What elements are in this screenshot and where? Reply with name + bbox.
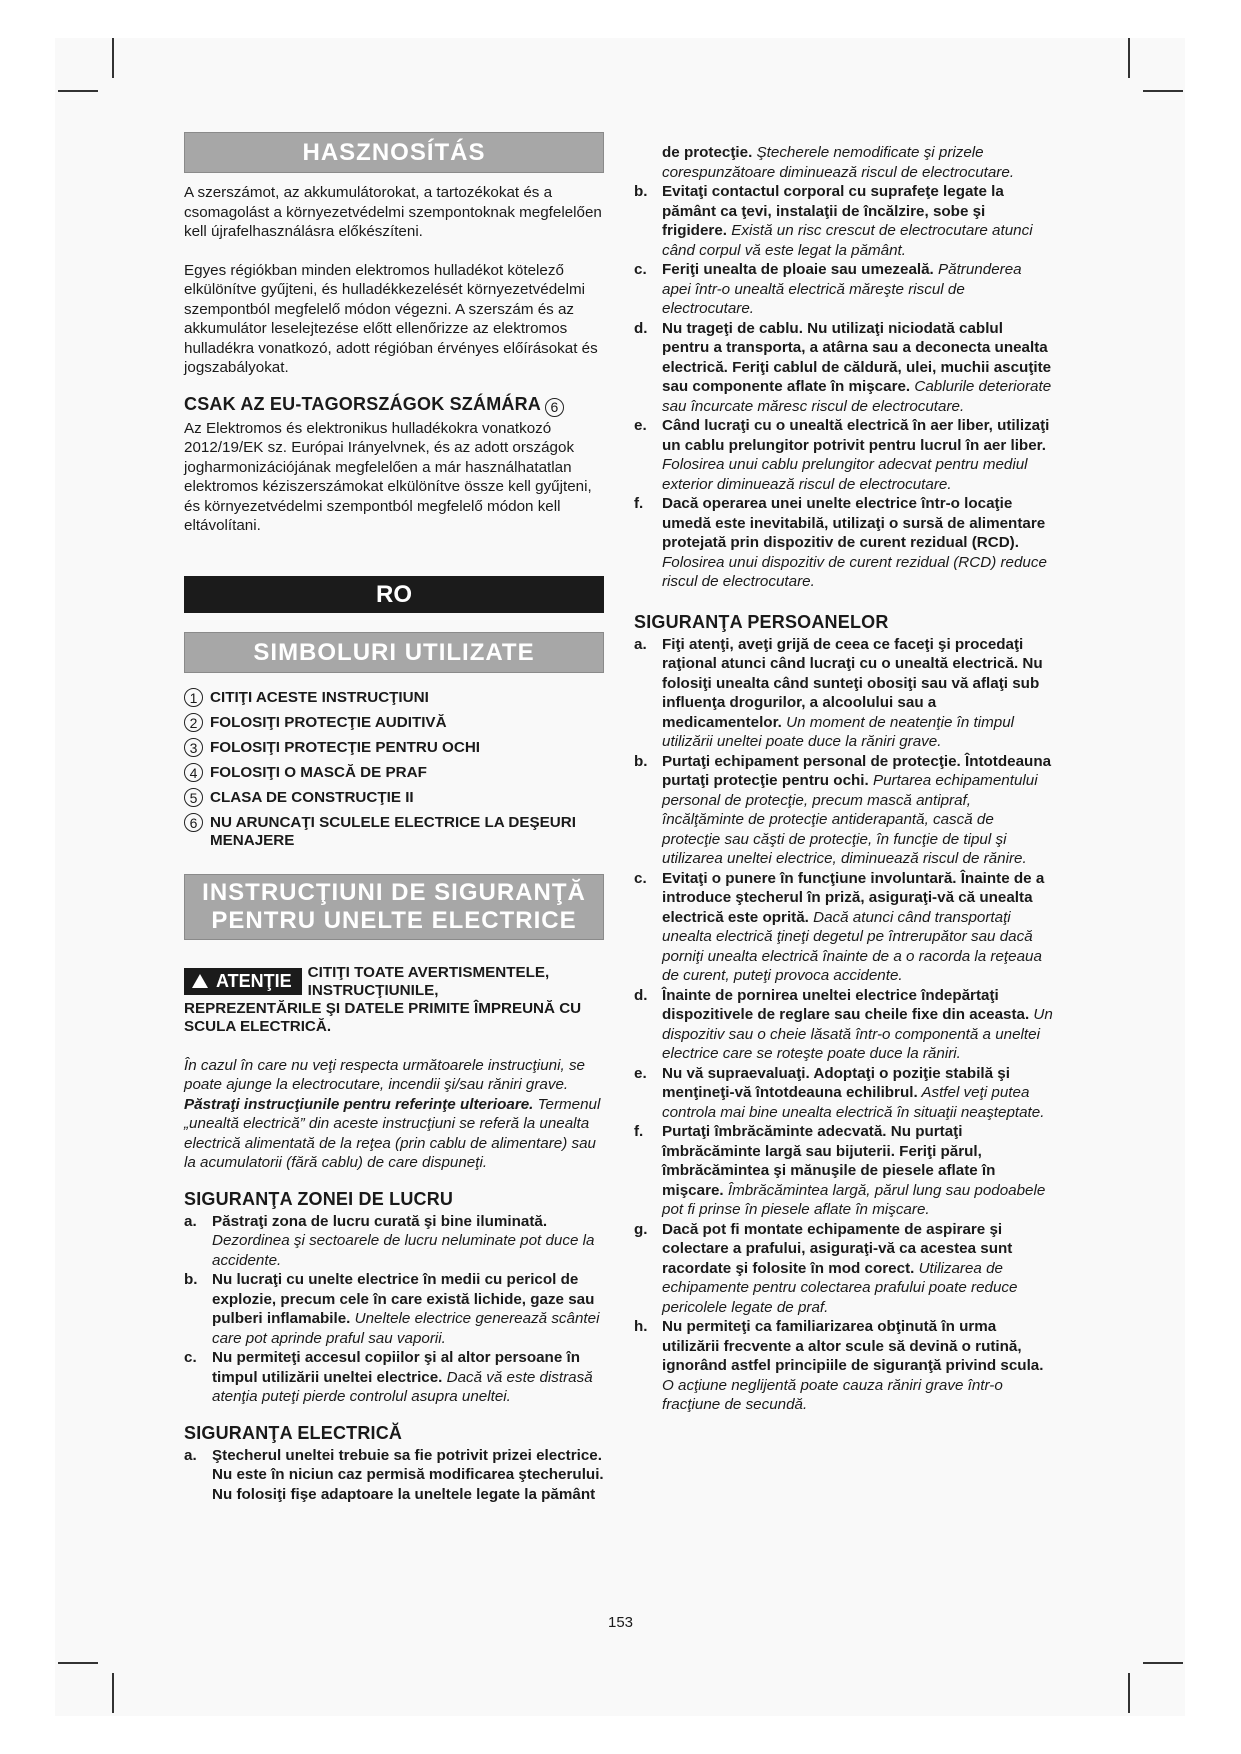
crop-mark-bl-v (112, 1673, 114, 1713)
symbol-item (184, 789, 604, 807)
work-area-heading: SIGURANŢA ZONEI DE LUCRU (184, 1188, 454, 1209)
symbol-number: 4 (184, 763, 203, 782)
crop-mark-bl-h (58, 1662, 98, 1664)
list-item: c. Nu permiteţi accesul copiilor şi al altor persoane în timpul utilizării uneltei electrice. Dacă vă este distrasă atenţia puteţi pierde controlul asupra uneltei. (184, 1349, 593, 1405)
list-item: a. Fiţi atenţi, aveţi grijă de ceea ce faceţi şi procedaţi raţional atunci când lucraţi cu o unealtă electrică. Nu folosiţi unealta când sunteţi obosiţi sau vă aflaţi sub influenţa drogurilor, a alcoolului sau a medicamentelor. Un moment de neatenţie în timpul utilizării uneltei poate duce la răniri grave. (634, 635, 1043, 750)
crop-mark-tl-v (112, 38, 114, 78)
symbol-text: FOLOSIŢI PROTECŢIE AUDITIVĂ (210, 713, 447, 731)
warning-text-2: REPREZENTĂRILE ŞI DATELE PRIMITE ÎMPREUNĂ CU SCULA ELECTRICĂ. (184, 999, 582, 1035)
list-item: a. Ştecherul uneltei trebuie sa fie potrivit prizei electrice. Nu este în niciun caz permisă modificarea ştecherului. Nu folosiţi fişe adaptoare la uneltele legate la pământ (184, 1446, 604, 1503)
list-item: a. Păstraţi zona de lucru curată şi bine iluminată. Dezordinea şi sectoarele de lucru neluminate pot duce la accidente. (184, 1212, 595, 1269)
list-item: f. Purtaţi îmbrăcăminte adecvată. Nu purtaţi îmbrăcăminte largă sau bijuterii. Feriţi părul, îmbrăcămintea şi mănuşile de piesele aflate în mişcare. Îmbrăcămintea largă, părul lung sau podoabele pot fi prinse în piesele aflate în mişcare. (634, 1123, 1046, 1218)
list-item-continued: de protecţie. Ştecherele nemodificate şi prizele corespunzătoare diminuează riscul de electrocutare. (662, 144, 1015, 181)
warning-badge: ATENŢIE (184, 968, 302, 995)
crop-mark-br-v (1128, 1673, 1130, 1713)
language-banner: RO (184, 576, 604, 613)
eu-paragraph: Az Elektromos és elektronikus hulladékokra vonatkozó 2012/19/EK sz. Európai Irányelvnek, és az adott országok jogharmonizációjának megfelelően a már használhatatlan elektromos kéziszerszámokat elkülönítve össze kell gyűjteni, és környezetvédelmi szempontból megfelelő módon kell eltávolítani. (184, 419, 592, 534)
page-number: 153 (607, 1614, 634, 1631)
symbol-number: 5 (184, 788, 203, 807)
crop-mark-br-h (1143, 1662, 1183, 1664)
left-column (184, 132, 604, 1504)
safety-banner (184, 874, 604, 940)
weee-symbol-number: 6 (545, 398, 564, 417)
warning-triangle-icon (192, 974, 208, 988)
list-item: h. Nu permiteţi ca familiarizarea obţinută în urma utilizării frecvente a altor scule să devină o rutină, ignorând astfel principiile de siguranţă privind scula. O acţiune neglijentă poate cauza răniri grave într-o fracţiune de secundă. (634, 1318, 1044, 1413)
warning-block (184, 964, 604, 1000)
symbols-list (184, 689, 604, 850)
recycling-banner: HASZNOSÍTÁS (184, 132, 604, 173)
crop-mark-tr-h (1143, 90, 1183, 92)
eu-heading: CSAK AZ EU-TAGORSZÁGOK SZÁMÁRA 6 (184, 394, 604, 417)
symbol-item (184, 714, 604, 732)
symbol-text: CITIŢI ACESTE INSTRUCŢIUNI (210, 688, 429, 706)
list-item: c. Feriţi unealta de ploaie sau umezeală. Pătrunderea apei într-o unealtă electrică măreşte riscul de electrocutare. (634, 261, 1022, 317)
warning-text-1: CITIŢI TOATE AVERTISMENTELE, INSTRUCŢIUNILE, (307, 963, 550, 999)
safety-banner-line-2: PENTRU UNELTE ELECTRICE (211, 906, 577, 934)
personal-safety-heading: SIGURANŢA PERSOANELOR (634, 611, 889, 632)
list-item: d. Nu trageţi de cablu. Nu utilizaţi niciodată cablul pentru a transporta, a atârna sau a deconecta unealta electrică. Feriţi cablul de căldură, ulei, muchii ascuţite sau componente aflate în mişcare. Cablurile deteriorate sau încurcate măresc riscul de electrocutare. (634, 319, 1052, 415)
symbol-item (184, 739, 604, 757)
symbol-item (184, 689, 604, 707)
symbol-item (184, 764, 604, 782)
symbol-item (184, 814, 604, 850)
list-item: d. Înainte de pornirea uneltei electrice îndepărtaţi dispozitivele de reglare sau cheile fixe din aceasta. Un dispozitiv sau o cheie lăsată într-o componentă a uneltei electrice care se roteşte poate duce la răniri. (634, 986, 1053, 1062)
list-item: e. Când lucraţi cu o unealtă electrică în aer liber, utilizaţi un cablu prelungitor potrivit pentru lucrul în aer liber. Folosirea unui cablu prelungitor adecvat pentru mediul exterior diminuează riscul de electrocutare. (634, 417, 1050, 493)
symbol-text: CLASA DE CONSTRUCŢIE II (210, 788, 414, 806)
symbols-banner: SIMBOLURI UTILIZATE (184, 632, 604, 673)
intro-paragraph: În cazul în care nu veţi respecta următoarele instrucţiuni, se poate ajunge la electrocutare, incendii şi/sau răniri grave. Păstraţi instrucţiunile pentru referinţe ulterioare. Termenul „unealtă electrică” din aceste instrucţiuni se referă la unealta electrică alimentată de la reţea (prin cablu de alimentare) sau la acumulatorii (fără cablu) de care dispuneţi. (184, 1056, 601, 1171)
crop-mark-tl-h (58, 90, 98, 92)
list-item: b. Nu lucraţi cu unelte electrice în medii cu pericol de explozie, precum cele în care există lichide, gaze sau pulberi inflamabile. Uneltele electrice generează scântei care pot aprinde praful sau vaporii. (184, 1271, 600, 1347)
list-item: c. Evitaţi o punere în funcţiune involuntară. Înainte de a introduce ştecherul în priză, asiguraţi-vă că unealta electrică este oprită. Dacă atunci când transportaţi unealta electrică ţineţi degetul pe întrerupător sau dacă porniţi unealta electrică înainte de a o racorda la reţeaua de curent, puteţi provoca accidente. (634, 869, 1045, 984)
symbol-text: FOLOSIŢI PROTECŢIE PENTRU OCHI (210, 738, 481, 756)
list-item: g. Dacă pot fi montate echipamente de aspirare şi colectare a prafului, asiguraţi-vă ca acestea sunt racordate şi folosite în mod corect. Utilizarea de echipamente pentru colectarea prafului poate reduce pericolele legate de praf. (634, 1220, 1018, 1316)
right-column (634, 143, 1054, 1415)
list-item: b. Purtaţi echipament personal de protecţie. Întotdeauna purtaţi protecţie pentru ochi. Purtarea echipamentului personal de protecţie, precum mască antipraf, încălţăminte de protecţie antiderapantă, cască de protecţie sau căşti de protecţie, în funcţie de tipul şi utilizarea uneltei electrice, diminuează riscul de rănire. (634, 752, 1052, 867)
recycling-paragraph-2: Egyes régiókban minden elektromos hulladékot kötelező elkülönítve gyűjteni, és hulladékkezelését környezetvédelmi szempontból megfelelő módon végezni. A szerszám és az akkumulátor leselejtezése előtt ellenőrizze az elektromos hulladékra vonatkozó, adott régióban érvényes előírásokat és jogszabályokat. (184, 261, 598, 376)
symbol-number: 1 (184, 688, 203, 707)
symbol-number: 2 (184, 713, 203, 732)
electrical-safety-heading: SIGURANŢA ELECTRICĂ (184, 1422, 403, 1443)
crop-mark-tr-v (1128, 38, 1130, 78)
safety-banner-line-1: INSTRUCŢIUNI DE SIGURANŢĂ (202, 878, 586, 906)
symbol-text: FOLOSIŢI O MASCĂ DE PRAF (210, 763, 427, 781)
list-item: f. Dacă operarea unei unelte electrice într-o locaţie umedă este inevitabilă, utilizaţi o sursă de alimentare protejată prin dispozitiv de curent rezidual (RCD). Folosirea unui dispozitiv de curent rezidual (RCD) reduce riscul de electrocutare. (634, 495, 1047, 590)
recycling-paragraph-1: A szerszámot, az akkumulátorokat, a tartozékokat és a csomagolást a környezetvédelmi szempontoknak megfelelően kell újrafelhasználásra előkészíteni. (184, 184, 602, 240)
symbol-number: 3 (184, 738, 203, 757)
list-item: e. Nu vă supraevaluaţi. Adoptaţi o poziţie stabilă şi menţineţi-vă întotdeauna echilibrul. Astfel veţi putea controla mai bine unealta electrică în situaţii neaşteptate. (634, 1064, 1045, 1121)
symbol-text: NU ARUNCAŢI SCULELE ELECTRICE LA DEŞEURI MENAJERE (210, 813, 576, 849)
symbol-number: 6 (184, 813, 203, 832)
list-item: b. Evitaţi contactul corporal cu suprafeţe legate la pământ ca ţevi, instalaţii de încălzire, sobe şi frigidere. Există un risc crescut de electrocutare atunci când corpul vă este legat la pământ. (634, 183, 1033, 259)
